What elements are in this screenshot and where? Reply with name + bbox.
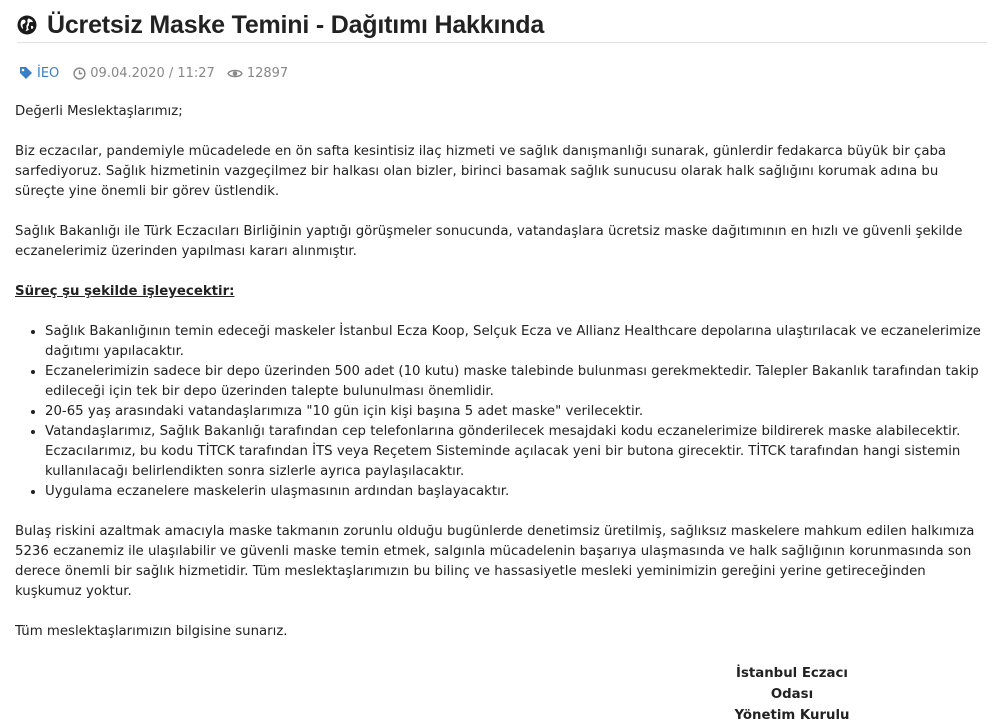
view-count: 12897	[246, 65, 289, 81]
title-row	[17, 8, 987, 43]
list-item: • Eczanelerimizin sadece bir depo üzerinden 500 adet (10 kutu) maske talebinde bulunması gerekmektedir. Talepler Bakanlık tarafından takip edileceği için tek bir depo üzerinden talepte bulunulması önemlidir.	[45, 362, 990, 402]
article-body	[15, 102, 990, 642]
globe-icon	[17, 15, 37, 35]
paragraph-conclusion: Bulaş riskini azaltmak amacıyla maske takmanın zorunlu olduğu bugünlerde denetimsiz üretilmiş, sağlıksız maskelere mahkum edilen halkımıza 5236 eczanemiz ile ulaşılabilir ve güvenli maske temin etmek, salgınla mücadelenin başarıya ulaşmasında ve halk sağlığının korunmasında son derece önemli bir sağlık hizmetidir. Tüm meslektaşlarımızın bu bilinç ve hassasiyetle mesleki yeminimizin gereğini yerine getireceğinden kuşkumuz yoktur.	[15, 524, 975, 599]
list-item: • Uygulama eczanelere maskelerin ulaşmasının ardından başlayacaktır.	[45, 482, 990, 502]
process-list	[15, 322, 990, 502]
tag-icon	[19, 66, 33, 80]
publish-date: 09.04.2020 / 11:27	[90, 65, 215, 81]
list-item: • Sağlık Bakanlığının temin edeceği maskeler İstanbul Ecza Koop, Selçuk Ecza ve Allianz Healthcare depolarına ulaştırılacak ve eczanelerimize dağıtımı yapılacaktır.	[45, 322, 990, 362]
signature-organization: İstanbul Eczacı Odası	[736, 666, 848, 702]
category-link[interactable]: İEO	[37, 65, 60, 81]
process-heading: Süreç şu şekilde işleyecektir:	[15, 284, 235, 299]
list-item: • 20-65 yaş arasındaki vatandaşlarımıza "10 gün için kişi başına 5 adet maske" verilecektir.	[45, 402, 990, 422]
paragraph-decision: Sağlık Bakanlığı ile Türk Eczacıları Birliğinin yaptığı görüşmeler sonucunda, vatandaşlara ücretsiz maske dağıtımının en hızlı ve güvenli şekilde eczanelerimiz üzerinden yapılması kararı alınmıştır.	[15, 224, 963, 259]
clock-icon	[73, 67, 86, 80]
signature-board: Yönetim Kurulu	[734, 708, 850, 723]
article-meta	[19, 64, 288, 82]
list-item: • Vatandaşlarımız, Sağlık Bakanlığı tarafından cep telefonlarına gönderilecek mesajdaki kodu eczanelerimize bildirerek maske alabilecektir. Eczacılarımız, bu kodu TİTCK tarafından İTS veya Reçetem Sisteminde açılacak yeni bir butona girecektir. TİTCK tarafından hangi sistemin kullanılacağı belirlendikten sonra sizlerle ayrıca paylaşılacaktır.	[45, 422, 990, 482]
article-title: Ücretsiz Maske Temini - Dağıtımı Hakkında	[47, 10, 545, 39]
closing-line: Tüm meslektaşlarımızın bilgisine sunarız.	[15, 624, 288, 639]
greeting: Değerli Meslektaşlarımız;	[15, 104, 183, 119]
eye-icon	[227, 68, 243, 79]
signature-block	[713, 663, 871, 726]
paragraph-intro: Biz eczacılar, pandemiyle mücadelede en ön safta kesintisiz ilaç hizmeti ve sağlık danışmanlığı sunarak, günlerdir fedakarca büyük bir çaba sarfediyoruz. Sağlık hizmetinin vazgeçilmez bir halkası olan bizler, birinci basamak sağlık sunucusu olarak halk sağlığını korumak adına bu süreçte yine önemli bir görev üstlendik.	[15, 144, 947, 199]
